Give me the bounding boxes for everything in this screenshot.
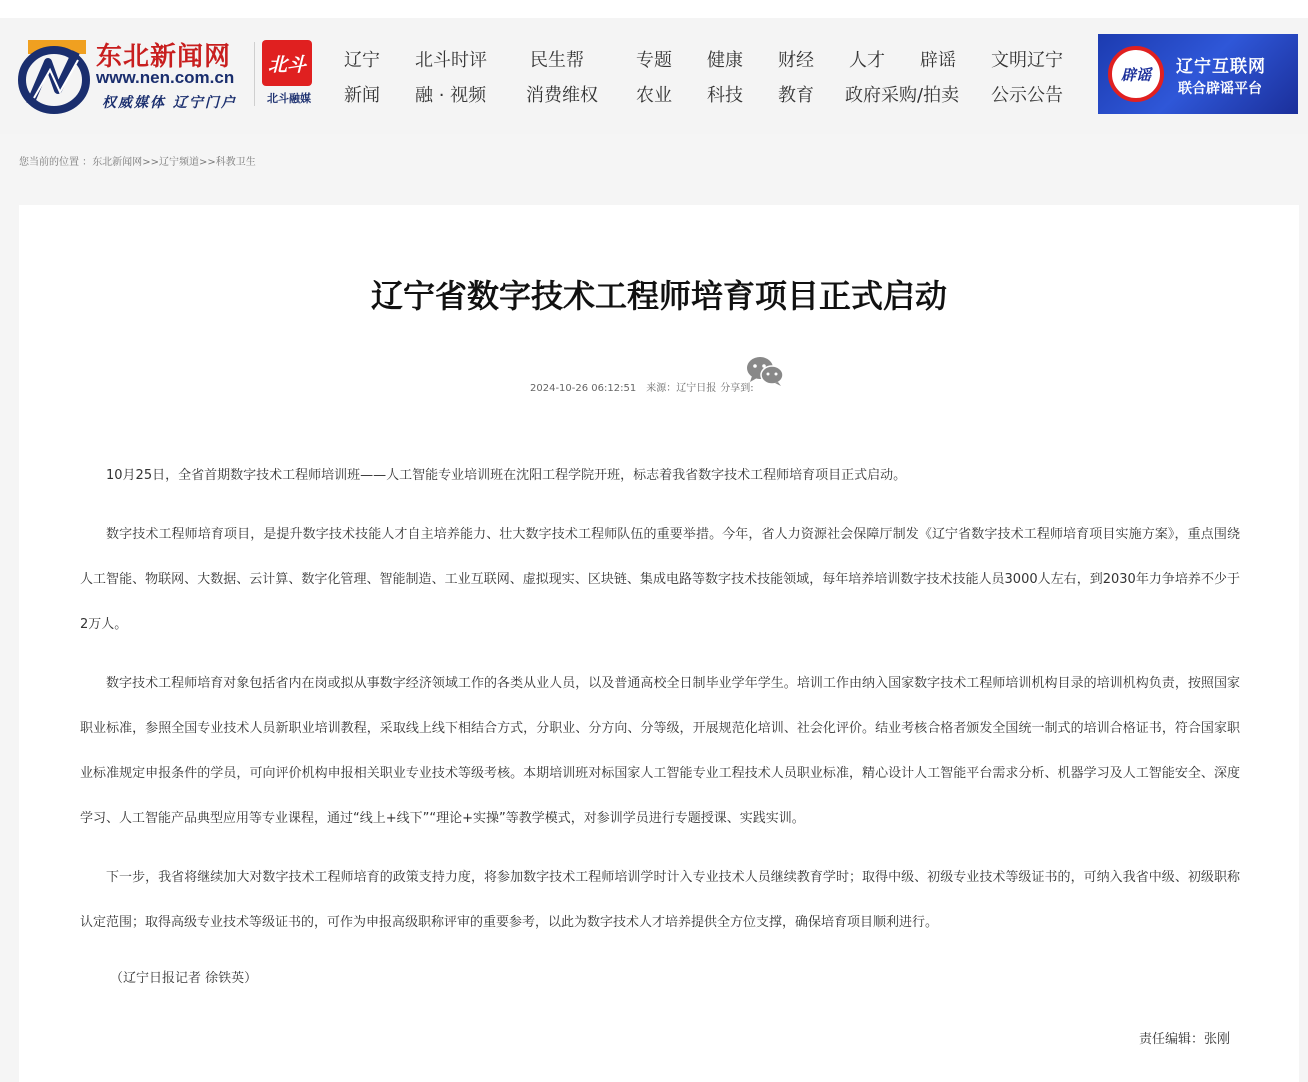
- nav-education[interactable]: 教育: [778, 85, 814, 106]
- article-paragraph: 数字技术工程师培育项目，是提升数字技术技能人才自主培养能力、壮大数字技术工程师队伍的重要举措。今年，省人力资源社会保障厅制发《辽宁省数字技术工程师培育项目实施方案》，重点围绕人工智能、物联网、大数据、云计算、数字化管理、智能制造、工业互联网、虚拟现实、区块链、集成电路等数字技术技能领域，每年培养培训数字技术技能人员3000人左右，到2030年力争培养不少于2万人。: [80, 527, 1240, 632]
- rumor-platform-banner[interactable]: [1098, 34, 1298, 114]
- site-header: [0, 18, 1308, 134]
- nav-procurement[interactable]: 政府采购/拍卖: [845, 85, 960, 106]
- breadcrumb-item-channel[interactable]: 辽宁频道: [158, 157, 199, 168]
- beidou-mark-icon: 北斗: [262, 40, 312, 86]
- beidou-label: 北斗融媒: [267, 92, 311, 105]
- article-container: [19, 205, 1299, 1082]
- top-strip: [0, 0, 1308, 18]
- nav-news[interactable]: 新闻: [344, 85, 380, 106]
- nav-rumor[interactable]: 辟谣: [920, 50, 956, 71]
- logo-emblem-icon: [18, 34, 94, 114]
- header-divider: [254, 42, 255, 106]
- nav-civilized[interactable]: 文明辽宁: [991, 50, 1063, 71]
- logo-name: 东北新闻网: [96, 42, 232, 72]
- nav-consumer[interactable]: 消费维权: [526, 85, 598, 106]
- article-datetime: 2024-10-26 06:12:51: [530, 383, 637, 394]
- beidou-media-link[interactable]: [262, 40, 316, 110]
- nav-beidou-comment[interactable]: 北斗时评: [415, 50, 487, 71]
- rumor-banner-subtitle: 联合辟谣平台: [1178, 81, 1262, 97]
- article-editor: 责任编辑：张刚: [1139, 1032, 1231, 1047]
- article-paragraph: 下一步，我省将继续加大对数字技术工程师培育的政策支持力度，将参加数字技术工程师培训学时计入专业技术人员继续教育学时；取得中级、初级专业技术等级证书的，可纳入我省中级、初级职称认定范围；取得高级专业技术等级证书的，可作为申报高级职称评审的重要参考，以此为数字技术人才培养提供全方位支撑，确保培育项目顺利进行。: [80, 870, 1240, 930]
- article-paragraph: 数字技术工程师培育对象包括省内在岗或拟从事数字经济领域工作的各类从业人员，以及普通高校全日制毕业学年学生。培训工作由纳入国家数字技术工程师培训机构目录的培训机构负责，按照国家职业标准，参照全国专业技术人员新职业培训教程，采取线上线下相结合方式，分职业、分方向、分等级，开展规范化培训、社会化评价。结业考核合格者颁发全国统一制式的培训合格证书，符合国家职业标准规定申报条件的学员，可向评价机构申报相关职业专业技术等级考核。本期培训班对标国家人工智能专业工程技术人员职业标准，精心设计人工智能平台需求分析、机器学习及人工智能安全、深度学习、人工智能产品典型应用等专业课程，通过“线上+线下”“理论+实操”等教学模式，对参训学员进行专题授课、实践实训。: [80, 676, 1240, 826]
- breadcrumb: [19, 153, 256, 168]
- nav-video[interactable]: 融 · 视频: [415, 85, 487, 106]
- nav-announcements[interactable]: 公示公告: [991, 85, 1063, 106]
- article-source: 来源：辽宁日报: [646, 383, 717, 394]
- rumor-badge-icon: 辟谣: [1108, 46, 1164, 102]
- main-nav: [326, 40, 1086, 116]
- nav-topics[interactable]: 专题: [636, 50, 672, 71]
- nav-liaoning[interactable]: 辽宁: [344, 50, 380, 71]
- nav-agriculture[interactable]: 农业: [636, 85, 672, 106]
- nav-minsheng[interactable]: 民生帮: [530, 50, 584, 71]
- nav-finance[interactable]: 财经: [778, 50, 814, 71]
- article-reporter: （辽宁日报记者 徐铁英）: [110, 971, 258, 986]
- site-logo[interactable]: [18, 32, 248, 124]
- nav-tech[interactable]: 科技: [707, 85, 743, 106]
- article-body: [80, 453, 1240, 959]
- rumor-banner-title: 辽宁互联网: [1176, 57, 1266, 77]
- article-title: 辽宁省数字技术工程师培育项目正式启动: [370, 277, 947, 315]
- breadcrumb-prefix: 您当前的位置 ：: [19, 157, 93, 168]
- breadcrumb-separator: >>: [198, 157, 216, 168]
- breadcrumb-item-section[interactable]: 科教卫生: [215, 157, 256, 168]
- nav-talent[interactable]: 人才: [849, 50, 885, 71]
- wechat-share-icon[interactable]: [745, 355, 785, 387]
- logo-url: www.nen.com.cn: [96, 68, 235, 87]
- nav-health[interactable]: 健康: [707, 50, 743, 71]
- breadcrumb-item-home[interactable]: 东北新闻网: [92, 157, 143, 168]
- share-label: 分享到:: [720, 383, 754, 394]
- article-paragraph: 10月25日，全省首期数字技术工程师培训班——人工智能专业培训班在沈阳工程学院开班，标志着我省数字技术工程师培育项目正式启动。: [106, 468, 907, 483]
- article-meta: [530, 379, 764, 394]
- breadcrumb-separator: >>: [142, 157, 159, 168]
- logo-slogan: 权威媒体 辽宁门户: [102, 95, 237, 111]
